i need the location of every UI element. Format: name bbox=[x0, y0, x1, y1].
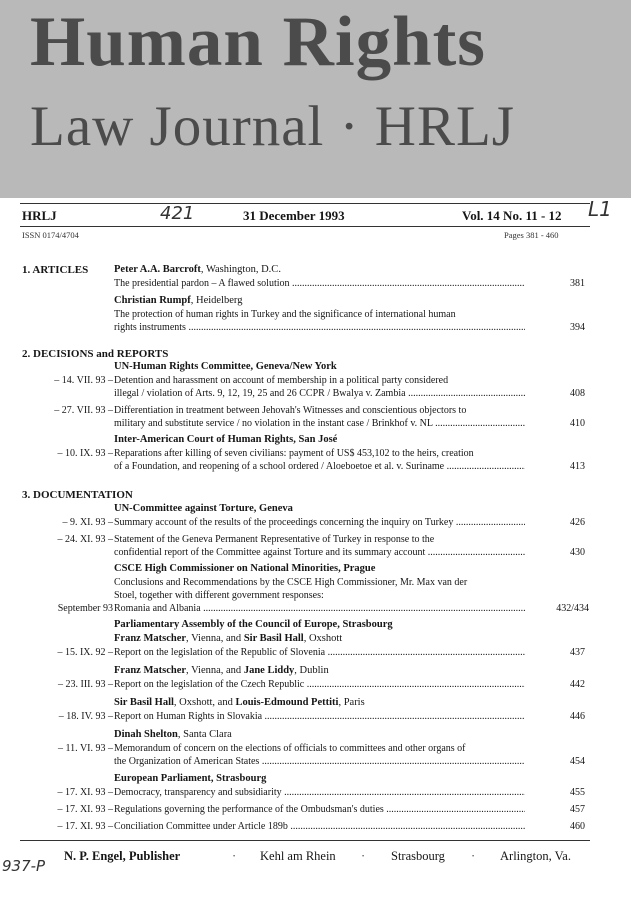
publisher: N. P. Engel, Publisher bbox=[64, 849, 181, 863]
doc-4-line1: Report on the legislation of the Republic of Slovenia ..... bbox=[114, 646, 525, 659]
doc-4-date: – 15. IX. 92 – bbox=[57, 647, 113, 658]
decision-2-line1: Differentiation in treatment between Jehovah's Witnesses and conscientious objectors to bbox=[114, 405, 467, 416]
doc-7-line2: the Organization of American States ..... bbox=[114, 755, 525, 768]
footer-city-1: Kehl am Rhein bbox=[260, 849, 336, 863]
footer-city-3: Arlington, Va. bbox=[500, 849, 571, 863]
decisions-body-1: UN-Human Rights Committee, Geneva/New York bbox=[114, 361, 337, 372]
journal-abbrev: HRLJ bbox=[22, 208, 57, 223]
article-1-place: , Washington, D.C. bbox=[200, 264, 281, 275]
doc-3-date: September 93 bbox=[57, 603, 113, 614]
article-2-title-line2: rights instruments ..... bbox=[114, 321, 525, 334]
decision-3-line1: Reparations after killing of seven civilians: payment of US$ 453,102 to the heirs, creation bbox=[114, 448, 474, 459]
footer-separator-2: · bbox=[361, 849, 366, 863]
doc-1-date: – 9. XI. 93 – bbox=[62, 517, 113, 528]
doc-4-place: , Oxshott bbox=[303, 633, 343, 644]
doc-10-line1: Conciliation Committee under Article 189b ..... bbox=[114, 820, 525, 833]
documentation-body-1: UN-Committee against Torture, Geneva bbox=[114, 503, 293, 514]
doc-8-page: 455 bbox=[570, 787, 585, 798]
decision-1-date: – 14. VII. 93 – bbox=[54, 375, 113, 386]
doc-6-page: 446 bbox=[570, 711, 585, 722]
meta-rule bbox=[20, 226, 590, 227]
decision-1-line2: illegal / violation of Arts. 9, 12, 19, 25 and 26 CCPR / Bwalya v. Zambia ..... bbox=[114, 387, 525, 400]
article-2-author-line bbox=[114, 295, 242, 306]
decision-3-date: – 10. IX. 93 – bbox=[57, 448, 113, 459]
page-range: Pages 381 - 460 bbox=[504, 230, 559, 240]
decision-1-line1: Detention and harassment on account of membership in a political party considered bbox=[114, 375, 449, 386]
footer-separator-3: · bbox=[471, 849, 476, 863]
doc-9-page: 457 bbox=[570, 804, 585, 815]
article-1-author: Peter A.A. Barcroft bbox=[114, 264, 201, 275]
handwritten-number: 421 bbox=[160, 203, 195, 224]
decision-3-line2: of a Foundation, and reopening of a school ordered / Aloeboetoe et al. v. Suriname ..... bbox=[114, 460, 525, 473]
doc-8-line1: Democracy, transparency and subsidiarity ..... bbox=[114, 786, 525, 799]
doc-2-line1: Statement of the Geneva Permanent Representative of Turkey in response to the bbox=[114, 534, 435, 545]
doc-5-author-2: Jane Liddy bbox=[243, 665, 295, 676]
doc-6-author-2: Louis-Edmound Pettiti bbox=[235, 697, 339, 708]
doc-2-date: – 24. XI. 93 – bbox=[57, 534, 113, 545]
masthead bbox=[0, 0, 631, 198]
decision-2-page: 410 bbox=[570, 418, 585, 429]
documentation-body-2: CSCE High Commissioner on National Minorities, Prague bbox=[114, 563, 376, 574]
doc-2-page: 430 bbox=[570, 547, 585, 558]
doc-1-page: 426 bbox=[570, 517, 585, 528]
decisions-body-2: Inter-American Court of Human Rights, San José bbox=[114, 434, 338, 445]
article-2-page: 394 bbox=[570, 322, 585, 333]
section-decisions: 2. DECISIONS and REPORTS bbox=[22, 348, 169, 360]
doc-5-author-1: Franz Matscher bbox=[114, 665, 187, 676]
doc-6-author-1: Sir Basil Hall bbox=[114, 697, 174, 708]
doc-5-page: 442 bbox=[570, 679, 585, 690]
doc-4-author-2: Sir Basil Hall bbox=[243, 633, 304, 644]
doc-4-page: 437 bbox=[570, 647, 585, 658]
article-1-title: The presidential pardon – A flawed solution ..... bbox=[114, 277, 525, 290]
doc-5-joiner: , Vienna, and bbox=[186, 665, 244, 676]
decision-3-page: 413 bbox=[570, 461, 585, 472]
article-2-title-line1: The protection of human rights in Turkey and the significance of international human bbox=[114, 309, 456, 320]
doc-7-authors bbox=[114, 729, 232, 740]
doc-7-page: 454 bbox=[570, 756, 585, 767]
doc-6-date: – 18. IV. 93 – bbox=[58, 711, 113, 722]
article-1-author-line bbox=[114, 264, 281, 275]
doc-4-joiner: , Vienna, and bbox=[186, 633, 244, 644]
footer-separator-1: · bbox=[232, 849, 237, 863]
journal-title: Human Rights bbox=[30, 3, 486, 81]
doc-3-line2: Stoel, together with different government responses: bbox=[114, 590, 324, 601]
documentation-body-4: European Parliament, Strasbourg bbox=[114, 773, 267, 784]
doc-5-place: , Dublin bbox=[294, 665, 329, 676]
doc-4-authors bbox=[114, 633, 342, 644]
article-1-page: 381 bbox=[570, 278, 585, 289]
doc-4-author-1: Franz Matscher bbox=[114, 633, 187, 644]
decision-2-line2: military and substitute service / no violation in the instant case / Brinkhof v. NL ..... bbox=[114, 417, 525, 430]
article-2-place: , Heidelberg bbox=[190, 295, 243, 306]
doc-6-line1: Report on Human Rights in Slovakia ..... bbox=[114, 710, 525, 723]
doc-7-author-1: Dinah Shelton bbox=[114, 729, 178, 740]
doc-5-line1: Report on the legislation of the Czech Republic ..... bbox=[114, 678, 525, 691]
issue-date: 31 December 1993 bbox=[243, 208, 345, 223]
article-2-author: Christian Rumpf bbox=[114, 295, 191, 306]
doc-5-date: – 23. III. 93 – bbox=[58, 679, 113, 690]
journal-subtitle: Law Journal · HRLJ bbox=[30, 95, 515, 158]
decision-2-date: – 27. VII. 93 – bbox=[54, 405, 113, 416]
doc-1-line1: Summary account of the results of the proceedings concerning the inquiry on Turkey ..... bbox=[114, 516, 525, 529]
issn: ISSN 0174/4704 bbox=[22, 230, 79, 240]
doc-10-date: – 17. XI. 93 – bbox=[57, 821, 113, 832]
top-rule bbox=[20, 203, 590, 204]
bottom-rule bbox=[20, 840, 590, 841]
section-articles: 1. ARTICLES bbox=[22, 264, 89, 276]
doc-8-date: – 17. XI. 93 – bbox=[57, 787, 113, 798]
doc-9-line1: Regulations governing the performance of the Ombudsman's duties ..... bbox=[114, 803, 525, 816]
doc-3-line1: Conclusions and Recommendations by the CSCE High Commissioner, Mr. Max van der bbox=[114, 577, 468, 588]
doc-5-authors bbox=[114, 665, 329, 676]
doc-6-joiner: , Oxshott, and bbox=[173, 697, 236, 708]
volume-number: Vol. 14 No. 11 - 12 bbox=[462, 208, 562, 223]
doc-7-place: , Santa Clara bbox=[177, 729, 232, 740]
decision-1-page: 408 bbox=[570, 388, 585, 399]
doc-7-date: – 11. VI. 93 – bbox=[58, 743, 113, 754]
doc-2-line2: confidential report of the Committee against Torture and its summary account ..... bbox=[114, 546, 525, 559]
section-documentation: 3. DOCUMENTATION bbox=[22, 489, 133, 501]
doc-10-page: 460 bbox=[570, 821, 585, 832]
handwritten-margin-note: 937-P bbox=[2, 857, 46, 875]
doc-7-line1: Memorandum of concern on the elections of officials to committees and other organs of bbox=[114, 743, 466, 754]
footer-city-2: Strasbourg bbox=[391, 849, 445, 863]
doc-9-date: – 17. XI. 93 – bbox=[57, 804, 113, 815]
handwritten-corner: L1 bbox=[588, 197, 612, 221]
doc-3-line3: Romania and Albania ..... bbox=[114, 602, 525, 615]
documentation-body-3: Parliamentary Assembly of the Council of Europe, Strasbourg bbox=[114, 619, 393, 630]
doc-3-page: 432/434 bbox=[556, 603, 589, 614]
doc-6-authors bbox=[114, 697, 365, 708]
doc-6-place: , Paris bbox=[338, 697, 365, 708]
